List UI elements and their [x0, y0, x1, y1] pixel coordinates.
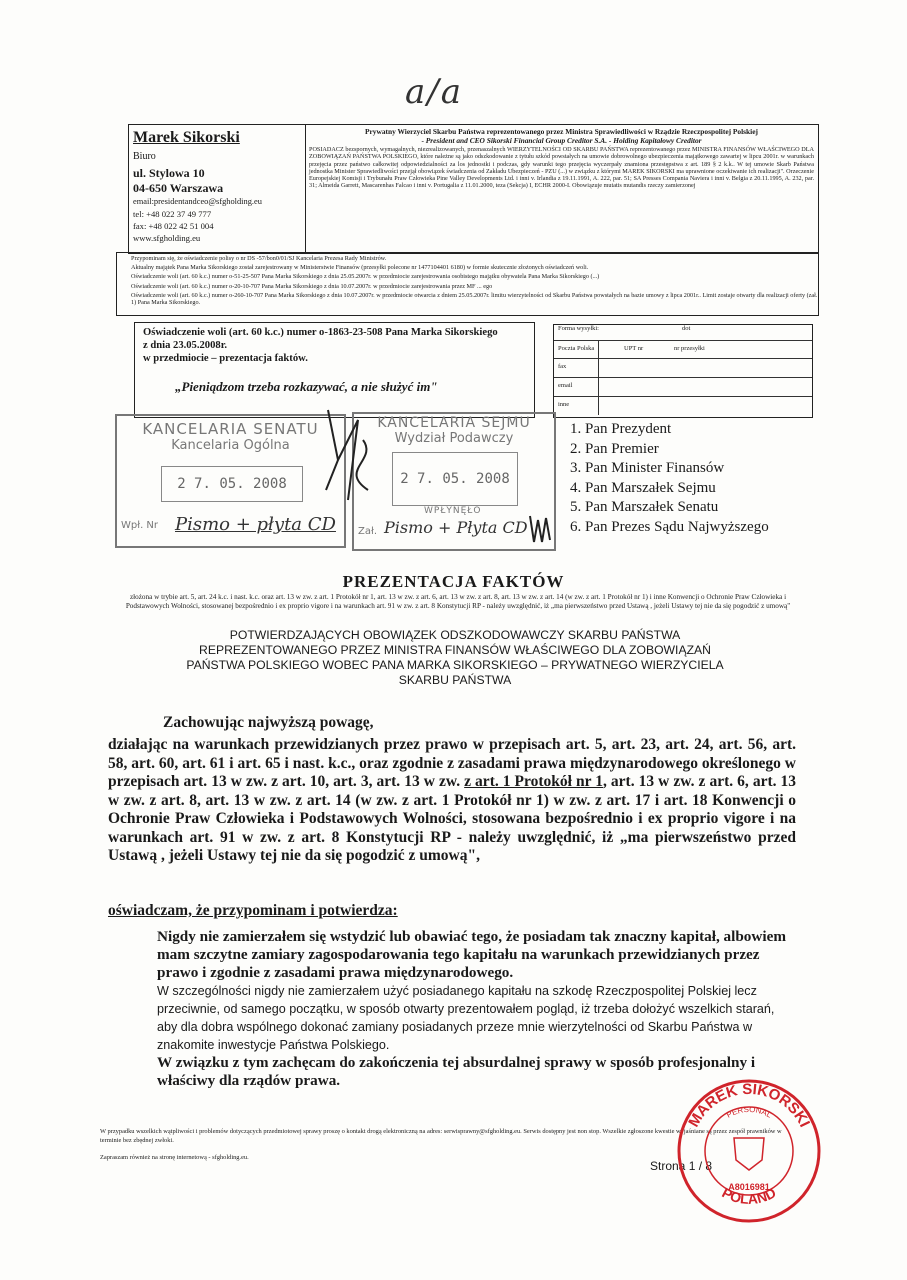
- body-paragraph: [108, 736, 796, 866]
- quoted-statement: [157, 928, 789, 1090]
- subtitle-line: PAŃSTWA POLSKIEGO WOBEC PANA MARKA SIKORSKIEGO – PRYWATNEGO WIERZYCIELA: [186, 658, 724, 672]
- body-intro: Zachowując najwyższą powagę,: [163, 714, 374, 731]
- senate-stamp-signature: Pismo + płyta CD: [175, 514, 336, 535]
- seal-bottom-text: POLAND: [719, 1184, 779, 1208]
- sejm-stamp-sub: Wydział Podawczy: [394, 431, 514, 446]
- footer-contact: W przypadku wszelkich wątpliwości i problemów dotyczących przedmiotowej sprawy proszę o kontakt drogą elektroniczną na adres: serwisprawny@sfgholding.eu. Serwis dostępny jest non stop. Wszelkie zgłoszone kwestie wyjaśniane są przez zespół prawników w terminie bez zbędnej zwłoki.: [100, 1128, 782, 1144]
- declaration-quote: „Pieniądzom trzeba rozkazywać, a nie służyć im": [175, 379, 438, 394]
- subtitle-line: REPREZENTOWANEGO PRZEZ MINISTRA FINANSÓW WŁAŚCIWEGO DLA ZOBOWIĄZAŃ: [199, 643, 711, 657]
- notes-box: [116, 252, 819, 316]
- statement-para-2: W szczególności nigdy nie zamierzałem użyć posiadanego kapitału na szkodę Rzeczpospolitej Polskiej lecz przeciwnie, od samego początku, w sposób otwarty prezentowałem pogląd, iż trzeba dołożyć wszelkich starań, aby dla dobra wspólnego dokonać zamiany posiadanych przeze mnie wierzytelności od Skarbu Państwa w znakomite inwestycje Państwa Polskiego.: [157, 984, 775, 1052]
- document-title: PREZENTACJA FAKTÓW: [342, 572, 565, 591]
- senate-stamp-title: KANCELARIA SENATU: [142, 420, 319, 438]
- form-row-post: [554, 341, 812, 359]
- seal-number: A8016981: [728, 1182, 770, 1192]
- sender-tel: tel: +48 022 37 49 777: [133, 209, 212, 219]
- seal-inner-text: PERSONAL: [724, 1104, 774, 1120]
- sender-block: [129, 125, 306, 253]
- sender-name: Marek Sikorski: [133, 129, 240, 146]
- senate-stamp-sub: Kancelaria Ogólna: [171, 438, 290, 453]
- form-label: Forma wysyłki:: [558, 325, 599, 332]
- sejm-stamp-title: KANCELARIA SEJMU: [377, 415, 531, 431]
- note-item: Oświadczenie woli (art. 60 k.c.) numer o-51-25-507 Pana Marka Sikorskiego z dnia 25.05.2007r. w przedmiocie zarejestrowania osobistego majątku obywatela Pana Marka Sikorskiego (...): [131, 273, 600, 281]
- shipping-form: [553, 324, 813, 418]
- sejm-stamp-received: WPŁYNĘŁO: [424, 506, 482, 516]
- recipient-item: 3. Pan Minister Finansów: [570, 460, 725, 476]
- note-item: Aktualny majątek Pana Marka Sikorskiego został zarejestrowany w Ministerstwie Finansów (przesyłki polecone nr 1477104401 6180) w formie skutecznie złożonych oświadczeń woli.: [131, 264, 589, 272]
- form-row-email: [554, 378, 812, 397]
- declaration-line-3: w przedmiocie – prezentacja faktów.: [143, 353, 308, 364]
- declaration-line-1: Oświadczenie woli (art. 60 k.c.) numer o-1863-23-508 Pana Marka Sikorskiego: [143, 327, 498, 338]
- seal-emblem: [734, 1138, 764, 1170]
- form-label: email: [558, 382, 573, 389]
- statement-para-3: W związku z tym zachęcam do zakończenia tej absurdalnej sprawy w sposób profesjonalny i właściwy dla rządów prawa.: [157, 1054, 756, 1089]
- declaration-statement: oświadczam, że przypominam i potwierdza:: [108, 902, 398, 919]
- recipient-list: [570, 420, 769, 537]
- sender-street: ul. Stylowa 10: [133, 166, 205, 180]
- signature-scribble: [318, 400, 398, 510]
- note-item: Przypominam się, że oświadczenie polisy o nr DS -57/bon0/01/SJ Kancelaria Prezesa Rady Ministrów.: [131, 255, 387, 262]
- sender-city: 04-650 Warszawa: [133, 181, 224, 195]
- subtitle-line: SKARBU PAŃSTWA: [398, 673, 512, 687]
- declaration-line-2: z dnia 23.05.2008r.: [143, 340, 228, 351]
- form-row-fax: [554, 359, 812, 378]
- paraph-scribble: [528, 512, 554, 546]
- note-item: Oświadczenie woli (art. 60 k.c.) numer o-260-10-707 Pana Marka Sikorskiego z dnia 10.07.2007r. w przedmiocie otwarcia z dniem 25.05.2007r. limitu wierzytelności od Skarbu Państwa powstałych na bazie umowy z lipca 2001r.. Limit zostaje otwarty dla realizacji oferty (zał. 1) Pana Marka Sikorskiego.: [131, 291, 818, 307]
- heading-subtitle: [100, 628, 810, 688]
- sender-www: www.sfgholding.eu: [133, 233, 201, 243]
- seal-top-text: MAREK SIKORSKI: [685, 1080, 813, 1130]
- recipient-item: 4. Pan Marszałek Sejmu: [570, 479, 716, 496]
- form-value: UPT nr: [624, 345, 644, 352]
- form-row-other: [554, 397, 812, 416]
- body-paragraph-underlined: z art. 1 Protokół nr 1: [464, 773, 604, 790]
- note-item: Oświadczenie woli (art. 60 k.c.) numer o-20-10-707 Pana Marka Sikorskiego z dnia 10.07.2007r. w przedmiocie zarejestrowania przez MF ... ego: [131, 282, 493, 290]
- page-number: Strona 1 / 8: [650, 1159, 713, 1173]
- recipient-item: 6. Pan Prezes Sądu Najwyższego: [570, 518, 769, 535]
- form-row-shipping: [554, 325, 812, 341]
- senate-stamp-wpl: Wpł. Nr: [121, 520, 159, 531]
- recipient-item: 2. Pan Premier: [570, 440, 659, 457]
- senate-stamp-date: 2 7. 05. 2008: [161, 466, 303, 502]
- sender-fax: fax: +48 022 42 51 004: [133, 221, 214, 231]
- sejm-stamp-signature: Pismo + Płyta CD: [384, 518, 528, 537]
- handwritten-mark: a/a: [405, 72, 463, 112]
- form-value: nr przesyłki: [674, 345, 705, 352]
- form-label: fax: [558, 363, 567, 370]
- sejm-stamp-date: 2 7. 05. 2008: [392, 452, 518, 506]
- letterhead-box: [128, 124, 819, 254]
- subtitle-line: POTWIERDZAJĄCYCH OBOWIĄZEK ODSZKODOWAWCZY SKARBU PAŃSTWA: [229, 628, 681, 642]
- creditor-description: [309, 128, 814, 189]
- creditor-title-2: - President and CEO Sikorski Financial Group Creditor S.A. - Holding Kapitałowy Creditor: [421, 135, 702, 145]
- body-paragraph-text: działając na warunkach przewidzianych przez prawo w przepisach art. 5, art. 23, art. 24, art. 56, art. 58, art. 60, art. 61 i art. 65 i nast. k.c., oraz zgodnie z zasadami prawa międzynarodowego określonego w przepisach art. 13 w zw. z art. 10, art. 3, art. 13 w zw.: [108, 736, 796, 790]
- statement-para-1: Nigdy nie zamierzałem się wstydzić lub obawiać tego, że posiadam tak znaczny kapitał, albowiem mam szczytne zamiary zagospodarowania tego kapitału na warunkach przewidzianych przez prawo i zgodnie z zasadami prawa międzynarodowego.: [157, 928, 786, 981]
- sender-email: email:presidentandceo@sfgholding.eu: [133, 197, 262, 206]
- form-label: Poczta Polska: [558, 345, 595, 352]
- creditor-body: POSIADACZ bezspornych, wymagalnych, niezrealizowanych, przenaszalnych WIERZYTELNOŚCI OD SKARBU PAŃSTWA reprezentowanego przez MINISTRA FINANSÓW WŁAŚCIWEGO DLA ZOBOWIĄZAŃ PAŃSTWA POLSKIEGO, które należne są jako odszkodowanie z tytułu szkód powstałych na umowie dobrowolnego ubezpieczenia majątkowego zawartej w lipcu 2001r. w warunkach przejęcia przez państwo całkowitej odpowiedzialności za los jednostki i podczas, gdy warunki tego przejęcia wyczerpały znamiona przestępstwa z art. 189 § 2 k.k.. W tej umowie Skarb Państwa jednostka Minister Sprawiedliwości przejął obowiązek świadczenia od Zakładu Ubezpieczeń - PZU (...) w związku z którymi MAREK SIKORSKI ma uprawnione oczekiwanie ich realizacji". Orzeczenie Europejskiej Komisji i Trybunału Praw Człowieka Pine Valley Developments Ltd. i inni v. Irlandia z 19.11.1991, A. 222, par. 51; SA Presses Compania Naviera i inni v. Belgia z 20.11.1995, A. 232, par. 31; Almeida Garrett, Mascarenhas Falcao i inni v. Portugalia z 11.01.2000, teza (Sekcja) I, ECHR 2000-I. Obowiązuje mutatis mutandis rzeczy zamierzonej: [309, 146, 814, 190]
- recipient-item: 5. Pan Marszałek Senatu: [570, 499, 719, 515]
- form-value: dot: [682, 325, 691, 332]
- recipient-item: 1. Pan Prezydent: [570, 421, 672, 437]
- footer-website: Zapraszam również na stronę internetową - sfgholding.eu.: [100, 1154, 249, 1161]
- sejm-stamp-zal: Zał.: [358, 526, 377, 537]
- personal-seal: [676, 1078, 822, 1224]
- creditor-title-1: Prywatny Wierzyciel Skarbu Państwa reprezentowanego przez Ministra Sprawiedliwości w Rządzie Rzeczpospolitej Polskiej: [365, 127, 758, 136]
- legal-basis: złożona w trybie art. 5, art. 24 k.c. i nast. k.c. oraz art. 13 w zw. z art. 1 Protokół nr 1, art. 13 w zw. z art. 6, art. 13 w zw. z art. 8, art. 13 w zw. z art. 14 (w zw. z art. 1 Protokół nr 1) i inne Konwencji o Ochronie Praw Człowieka i Podstawowych Wolności, stosowanej bezpośrednio i ex proprio vigore i na warunkach art. 91 w zw. z art. 8 Konstytucji RP - należy uwzględnić, iż „ma pierwszeństwo przed Ustawą , jeżeli Ustawy tej nie da się pogodzić z umową": [125, 593, 791, 610]
- sender-office: Biuro: [133, 151, 156, 162]
- form-label: inne: [558, 401, 570, 408]
- body-paragraph-rest: , art. 13 w zw. z art. 6, art. 13 w zw. z art. 8, art. 13 w zw. z art. 14 (w zw. z art. 1 Protokół nr 1) w zw. z art. 17 i art. 18 Konwencji o Ochronie Praw Człowieka i Podstawowych Wolności, stosowana bezpośrednio i ex proprio vigore i na warunkach art. 91 w zw. z art. 8 Konstytucji RP - należy uwzględnić, iż „ma pierwszeństwo przed Ustawą , jeżeli Ustawy tej nie da się pogodzić z umową",: [108, 773, 797, 864]
- senate-stamp: [115, 414, 346, 548]
